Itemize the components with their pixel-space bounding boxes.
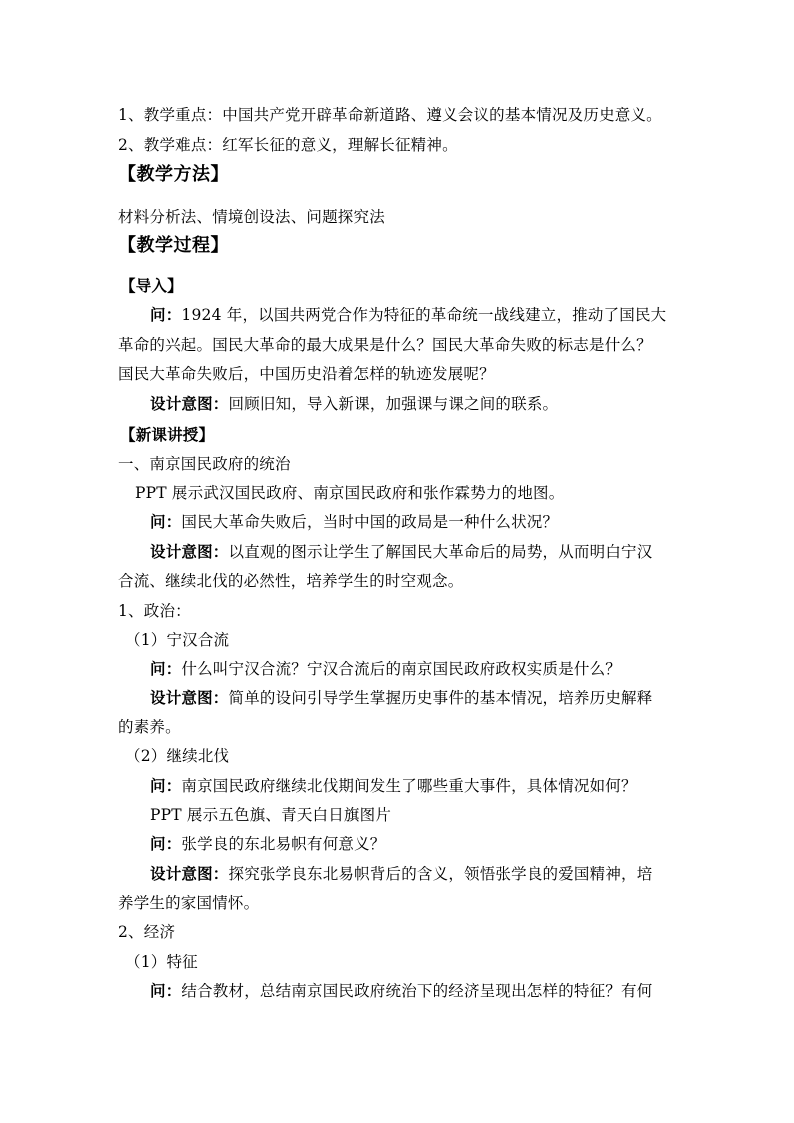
key-point-line: 1、教学重点：中国共产党开辟革命新道路、遵义会议的基本情况及历史意义。: [118, 106, 662, 124]
politics-sub-1-question: [150, 659, 710, 679]
question-label: 问：: [150, 512, 182, 531]
politics-sub-1-title: （1）宁汉合流: [125, 631, 230, 649]
question-text: 结合教材，总结南京国民政府统治下的经济呈现出怎样的特征？有何: [181, 982, 653, 1000]
process-heading: 【教学过程】: [118, 235, 229, 256]
section-1-title: 一、南京国民政府的统治: [118, 455, 291, 473]
design-label: 设计意图：: [150, 864, 229, 883]
intro-question-line-2: 革命的兴起。国民大革命的最大成果是什么？国民大革命失败的标志是什么？: [118, 336, 652, 354]
methods-heading: 【教学方法】: [118, 164, 229, 185]
politics-sub-2-question: [150, 776, 710, 796]
methods-text: 材料分析法、情境创设法、问题探究法: [118, 208, 385, 226]
question-text: 张学良的东北易帜有何意义？: [181, 835, 386, 853]
design-label: 设计意图：: [150, 542, 229, 561]
design-label: 设计意图：: [150, 394, 229, 413]
intro-design-line: [150, 394, 710, 414]
politics-sub-2-ppt: PPT 展示五色旗、青天白日旗图片: [150, 806, 392, 824]
politics-title: 1、政治：: [118, 602, 191, 620]
question-text: 南京国民政府继续北伐期间发生了哪些重大事件，具体情况如何？: [181, 777, 637, 795]
section-1-question: [150, 512, 710, 532]
politics-sub-2-design-2: 养学生的家国情怀。: [118, 894, 260, 912]
new-lesson-heading: 【新课讲授】: [120, 425, 215, 444]
question-label: 问：: [150, 776, 182, 795]
intro-question-line: [150, 305, 710, 325]
design-text: 探究张学良东北易帜背后的含义，领悟张学良的爱国精神，培: [228, 865, 653, 883]
politics-sub-1-design: [150, 688, 710, 708]
question-text: 什么叫宁汉合流？宁汉合流后的南京国民政府政权实质是什么？: [181, 660, 622, 678]
question-label: 问：: [150, 981, 182, 1000]
question-label: 问：: [150, 305, 182, 324]
economy-sub-1-title: （1）特征: [125, 953, 198, 971]
design-label: 设计意图：: [150, 688, 229, 707]
intro-heading: 【导入】: [120, 276, 183, 295]
section-1-design-2: 合流、继续北伐的必然性，培养学生的时空观念。: [118, 572, 464, 590]
economy-title: 2、经济: [118, 923, 176, 941]
politics-sub-1-design-2: 的素养。: [118, 718, 181, 736]
design-text: 以直观的图示让学生了解国民大革命后的局势，从而明白宁汉: [228, 543, 653, 561]
section-1-ppt: PPT 展示武汉国民政府、南京国民政府和张作霖势力的地图。: [135, 484, 565, 502]
politics-sub-2-question-2: [150, 834, 710, 854]
question-text: 国民大革命失败后，当时中国的政局是一种什么状况？: [181, 513, 559, 531]
design-text: 回顾旧知，导入新课，加强课与课之间的联系。: [228, 395, 559, 413]
design-text: 简单的设问引导学生掌握历史事件的基本情况，培养历史解释: [228, 689, 653, 707]
question-label: 问：: [150, 659, 182, 678]
intro-question-line-3: 国民大革命失败后，中国历史沿着怎样的轨迹发展呢？: [118, 365, 495, 383]
section-1-design: [150, 542, 710, 562]
difficult-point-line: 2、教学难点：红军长征的意义，理解长征精神。: [118, 136, 458, 154]
economy-sub-1-question: [150, 981, 710, 1001]
politics-sub-2-title: （2）继续北伐: [125, 747, 230, 765]
politics-sub-2-design: [150, 864, 710, 884]
question-text: 1924 年，以国共两党合作为特征的革命统一战线建立，推动了国民大: [181, 306, 667, 324]
question-label: 问：: [150, 834, 182, 853]
